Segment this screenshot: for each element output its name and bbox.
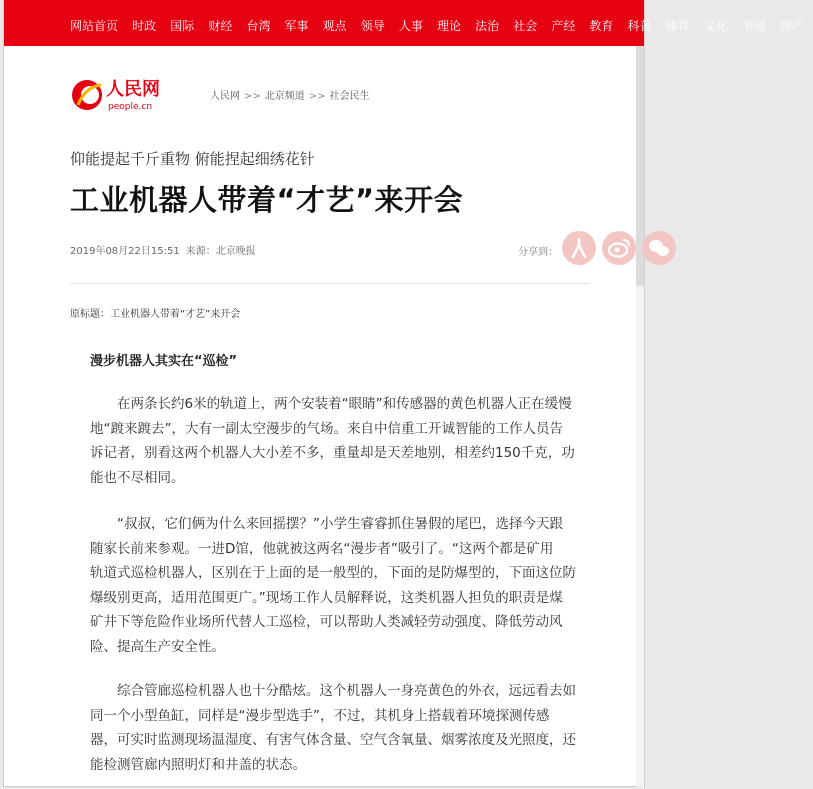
nav-item[interactable]: 社会 bbox=[513, 19, 538, 33]
people-cn-logo[interactable] bbox=[70, 75, 170, 115]
weibo-icon bbox=[602, 231, 636, 265]
paragraph-line: 同一个小型鱼缸，同样是“漫步型选手”，不过，其机身上搭载着环境探测传感 bbox=[90, 707, 550, 724]
nav-item[interactable]: 理论 bbox=[436, 19, 461, 33]
nav-item[interactable]: 书画 bbox=[741, 19, 766, 33]
paragraph-line: 在两条长约6米的轨道上，两个安装着“眼睛”和传感器的黄色机器人正在缓慢 bbox=[117, 396, 572, 412]
paragraph-line: 能也不尽相同。 bbox=[90, 469, 185, 486]
breadcrumb-separator: >> bbox=[308, 91, 326, 102]
source-label: 来源： bbox=[185, 246, 216, 257]
people-share-icon bbox=[562, 231, 596, 265]
paragraph-line: 综合管廊巡检机器人也十分酷炫。这个机器人一身亮黄色的外衣，远远看去如 bbox=[117, 683, 576, 699]
nav-item[interactable]: 国际 bbox=[170, 19, 195, 33]
paragraph-3 bbox=[90, 679, 575, 777]
nav-item[interactable]: 教育 bbox=[589, 19, 614, 33]
article-subtitle: 仰能提起千斤重物 俯能捏起细绣花针 bbox=[70, 150, 315, 168]
breadcrumb-item-home[interactable]: 人民网 bbox=[210, 91, 240, 102]
share-label: 分享到： bbox=[518, 247, 558, 258]
nav-item[interactable]: 军事 bbox=[284, 19, 309, 33]
logo-brand-text: 人民网 bbox=[106, 79, 160, 100]
paragraph-line: 爆级别更高，适用范围更广。”现场工作人员解释说，这类机器人担负的职责是煤 bbox=[90, 589, 563, 606]
breadcrumb bbox=[210, 87, 370, 102]
nav-item[interactable]: 产经 bbox=[551, 19, 576, 33]
paragraph-line: 地“踱来踱去”，大有一副太空漫步的气场。来自中信重工开诚智能的工作人员告 bbox=[90, 420, 563, 437]
nav-item[interactable]: 台湾 bbox=[246, 19, 271, 33]
original-title: 原标题：工业机器人带着“才艺”来开会 bbox=[70, 309, 241, 320]
page-frame bbox=[3, 0, 804, 787]
logo-icon bbox=[70, 75, 170, 115]
section-heading: 漫步机器人其实在“巡检” bbox=[90, 354, 238, 369]
nav-item[interactable]: 体育 bbox=[665, 19, 690, 33]
share-people-button[interactable] bbox=[562, 231, 596, 265]
wechat-icon bbox=[642, 231, 676, 265]
top-navigation-bar bbox=[4, 0, 804, 46]
publish-datetime: 2019年08月22日15:51 bbox=[70, 246, 180, 257]
breadcrumb-item-society[interactable]: 社会民生 bbox=[329, 91, 370, 102]
paragraph-line: 能检测管廊内照明灯和井盖的状态。 bbox=[90, 756, 306, 773]
nav-item[interactable]: 人事 bbox=[398, 19, 423, 33]
nav-item[interactable]: 法治 bbox=[475, 19, 500, 33]
paragraph-line: “叔叔，它们俩为什么来回摇摆？”小学生睿睿抓住暑假的尾巴，选择今天跟 bbox=[117, 516, 563, 532]
share-weibo-button[interactable] bbox=[602, 231, 636, 265]
header-divider bbox=[70, 283, 590, 284]
nav-item[interactable]: 财经 bbox=[208, 19, 233, 33]
paragraph-line: 矿井下等危险作业场所代替人工巡检，可以帮助人类减轻劳动强度、降低劳动风 bbox=[90, 614, 563, 630]
article-meta bbox=[70, 242, 262, 257]
nav-item[interactable]: 时政 bbox=[132, 19, 157, 33]
nav-item[interactable]: 科普 bbox=[627, 19, 652, 33]
paragraph-line: 诉记者，别看这两个机器人大小差不多，重量却是天差地别，相差约150千克，功 bbox=[90, 445, 575, 461]
paragraph-line: 随家长前来参观。一进D馆，他就被这两名“漫步者”吸引了。“这两个都是矿用 bbox=[90, 540, 554, 557]
share-wechat-button[interactable] bbox=[642, 231, 676, 265]
nav-list bbox=[70, 15, 813, 34]
paragraph-1 bbox=[90, 392, 575, 490]
nav-item[interactable]: 网站首页 bbox=[70, 19, 119, 33]
paragraph-2 bbox=[90, 512, 575, 659]
nav-item[interactable]: 房产 bbox=[779, 19, 804, 33]
nav-item[interactable]: 领导 bbox=[360, 19, 385, 33]
logo-domain-text: people.cn bbox=[108, 102, 153, 112]
paragraph-line: 险、提高生产安全性。 bbox=[90, 638, 225, 655]
paragraph-line: 器，可实时监测现场温湿度、有害气体含量、空气含氧量、烟雾浓度及光照度，还 bbox=[90, 732, 576, 748]
nav-item[interactable]: 文化 bbox=[703, 19, 728, 33]
paragraph-line: 轨道式巡检机器人，区别在于上面的是一般型的，下面的是防爆型的，下面这位防 bbox=[90, 565, 576, 581]
breadcrumb-item-beijing[interactable]: 北京频道 bbox=[264, 91, 305, 102]
nav-item[interactable]: 观点 bbox=[322, 19, 347, 33]
article-title: 工业机器人带着“才艺”来开会 bbox=[70, 183, 464, 217]
source-name[interactable]: 北京晚报 bbox=[215, 246, 256, 257]
breadcrumb-separator: >> bbox=[244, 91, 261, 102]
